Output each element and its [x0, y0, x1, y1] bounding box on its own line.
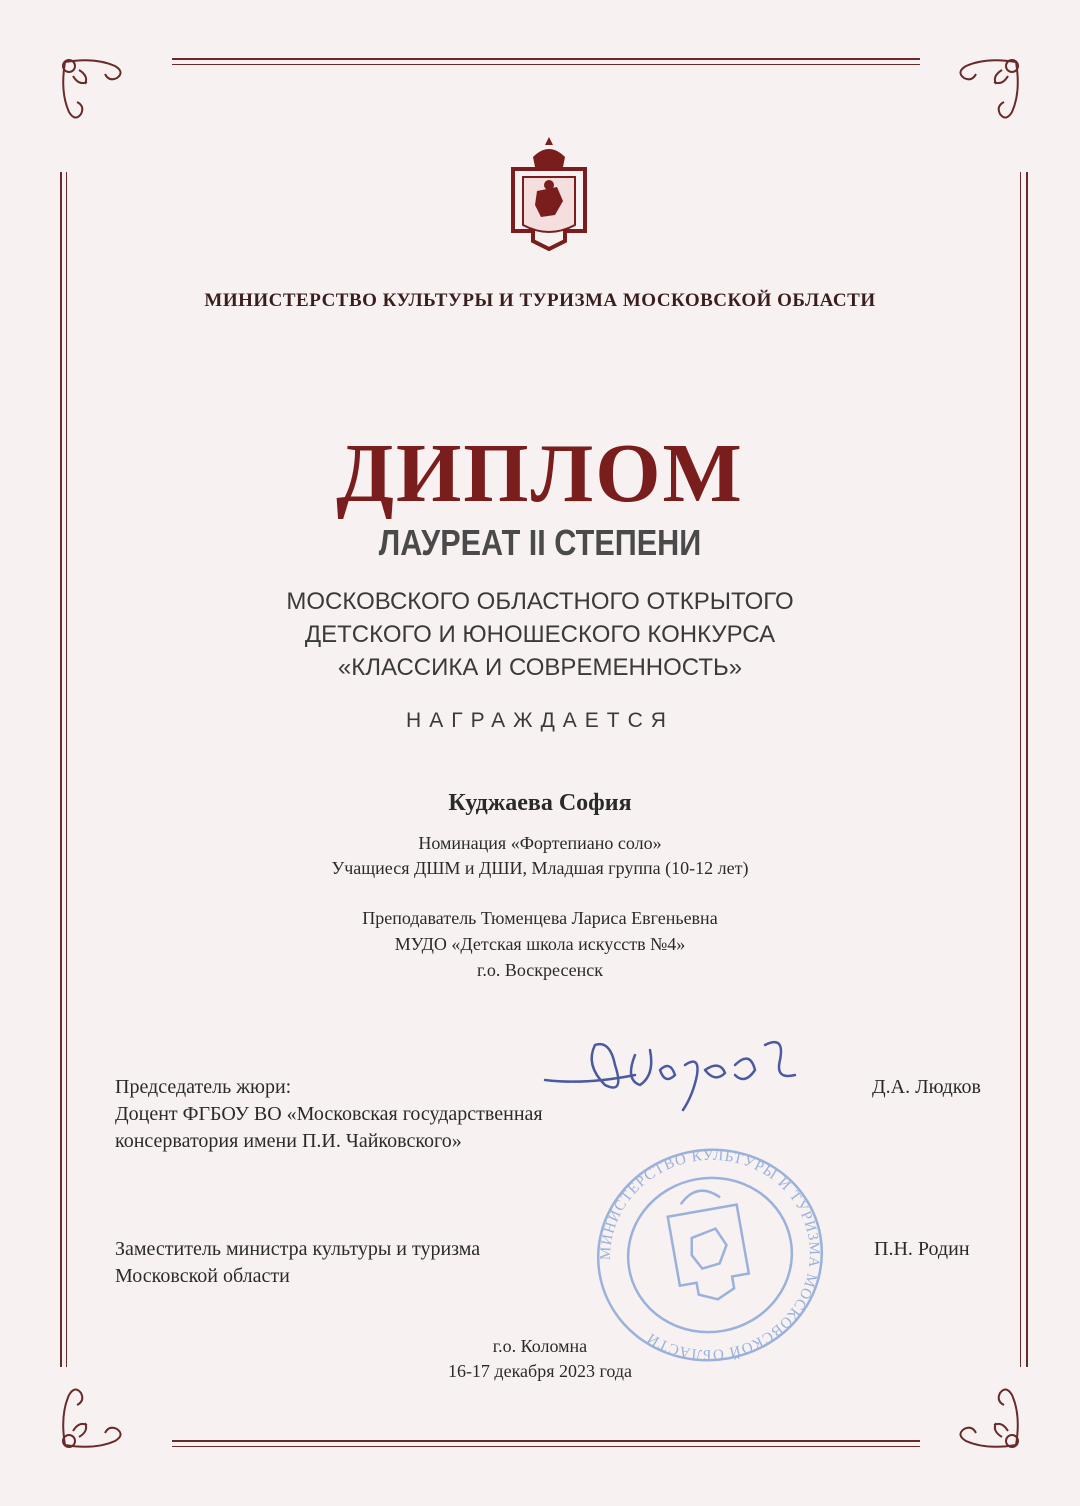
deputy-role-1: Заместитель министра культуры и туризма: [115, 1238, 481, 1260]
jury-role-3: консерватория имени П.И. Чайковского»: [115, 1130, 462, 1152]
bottom-border-line: [172, 1440, 920, 1442]
diploma-title: ДИПЛОМ: [336, 427, 744, 520]
deputy-signer-name: П.Н. Родин: [874, 1238, 970, 1260]
jury-role-1: Председатель жюри:: [115, 1076, 292, 1098]
coat-of-arms-icon: [507, 135, 591, 255]
deputy-role-2: Московской области: [115, 1265, 290, 1287]
recipient-name: Куджаева София: [448, 790, 632, 816]
seal-text: МИНИСТЕРСТВО КУЛЬТУРЫ И ТУРИЗМА МОСКОВСКОЙ ОБЛАСТИ: [597, 1147, 823, 1363]
contest-line-1: МОСКОВСКОГО ОБЛАСТНОГО ОТКРЫТОГО: [286, 588, 794, 615]
awarded-label: НАГРАЖДАЕТСЯ: [406, 709, 674, 732]
bottom-border-line-inner: [172, 1446, 920, 1447]
footer-city: г.о. Коломна: [492, 1336, 588, 1356]
left-border-line-inner: [66, 172, 67, 1367]
school-city: г.о. Воскресенск: [476, 960, 604, 980]
contest-line-3: «КЛАССИКА И СОВРЕМЕННОСТЬ»: [337, 654, 743, 681]
right-border-line: [1026, 172, 1028, 1367]
jury-role-2: Доцент ФГБОУ ВО «Московская государственная: [115, 1103, 543, 1125]
nomination: Номинация «Фортепиано соло»: [418, 833, 662, 853]
laureate-degree: ЛАУРЕАТ II СТЕПЕНИ: [378, 522, 702, 563]
left-border-line: [60, 172, 62, 1367]
right-border-line-inner: [1020, 172, 1021, 1367]
corner-ornament-icon: [946, 52, 1026, 147]
ministry-header: МИНИСТЕРСТВО КУЛЬТУРЫ И ТУРИЗМА МОСКОВСКОЙ ОБЛАСТИ: [204, 290, 876, 311]
corner-ornament-icon: [55, 52, 135, 147]
signature-icon: [525, 1015, 825, 1125]
contest-line-2: ДЕТСКОГО И ЮНОШЕСКОГО КОНКУРСА: [304, 621, 776, 648]
top-border-line: [172, 58, 920, 60]
teacher: Преподаватель Тюменцева Лариса Евгеньевна: [362, 908, 718, 928]
top-border-line-inner: [172, 64, 920, 65]
age-group: Учащиеся ДШМ и ДШИ, Младшая группа (10-12 лет): [331, 858, 749, 878]
jury-signer-name: Д.А. Людков: [872, 1076, 981, 1098]
footer-date: 16-17 декабря 2023 года: [447, 1361, 633, 1381]
school: МУДО «Детская школа искусств №4»: [394, 934, 686, 954]
